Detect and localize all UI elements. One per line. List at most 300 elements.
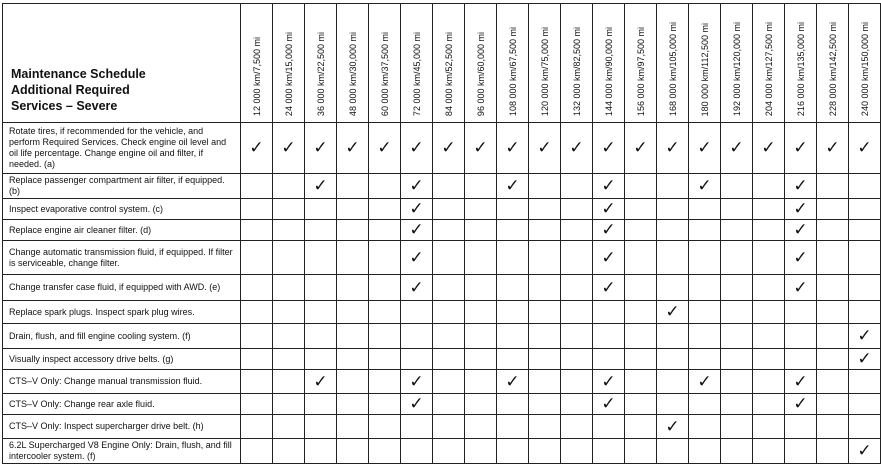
schedule-cell (529, 199, 561, 220)
schedule-cell (497, 174, 529, 199)
schedule-cell (657, 123, 689, 174)
schedule-cell (369, 415, 401, 439)
column-header-label: 36 000 km/22,500 mi (315, 31, 326, 116)
schedule-cell (657, 241, 689, 275)
schedule-cell (785, 394, 817, 415)
column-header-label: 168 000 km/105,000 mi (667, 21, 678, 116)
schedule-cell (561, 324, 593, 349)
checkmark-icon: ✓ (857, 326, 872, 345)
schedule-cell (721, 415, 753, 439)
schedule-cell (305, 370, 337, 394)
schedule-cell (785, 301, 817, 324)
schedule-cell (817, 241, 849, 275)
schedule-cell (785, 415, 817, 439)
service-label: Replace passenger compartment air filter, if equipped. (b) (3, 174, 241, 199)
service-label: Visually inspect accessory drive belts. (g) (3, 349, 241, 370)
schedule-cell (593, 370, 625, 394)
column-header-label: 132 000 km/82,500 mi (571, 26, 582, 116)
schedule-cell (689, 123, 721, 174)
checkmark-icon: ✓ (409, 176, 424, 195)
schedule-cell (273, 415, 305, 439)
column-header (433, 4, 465, 123)
table-row (3, 301, 881, 324)
schedule-cell (305, 415, 337, 439)
service-label: 6.2L Supercharged V8 Engine Only: Drain, flush, and fill intercooler system. (f) (3, 439, 241, 464)
column-header-label: 60 000 km/37,500 mi (379, 31, 390, 116)
schedule-cell (305, 241, 337, 275)
checkmark-icon: ✓ (601, 371, 616, 391)
column-header-label: 192 000 km/120,000 mi (731, 21, 742, 116)
schedule-cell (305, 174, 337, 199)
service-label: CTS–V Only: Inspect supercharger drive belt. (h) (3, 415, 241, 439)
checkmark-icon: ✓ (825, 138, 840, 157)
schedule-cell (369, 275, 401, 301)
schedule-cell (241, 349, 273, 370)
schedule-cell (561, 220, 593, 241)
schedule-cell (561, 370, 593, 394)
schedule-cell (849, 349, 881, 370)
schedule-cell (689, 220, 721, 241)
schedule-cell (625, 174, 657, 199)
schedule-cell (465, 324, 497, 349)
schedule-cell (337, 199, 369, 220)
schedule-cell (561, 275, 593, 301)
schedule-cell (273, 220, 305, 241)
checkmark-icon: ✓ (793, 394, 808, 413)
schedule-cell (817, 415, 849, 439)
column-header (273, 4, 305, 123)
checkmark-icon: ✓ (793, 277, 808, 297)
schedule-cell (849, 324, 881, 349)
schedule-cell (433, 174, 465, 199)
schedule-cell (817, 439, 849, 464)
schedule-cell (657, 174, 689, 199)
column-header-label: 72 000 km/45,000 mi (411, 31, 422, 116)
schedule-cell (305, 394, 337, 415)
service-label: CTS–V Only: Change rear axle fluid. (3, 394, 241, 415)
schedule-cell (529, 301, 561, 324)
checkmark-icon: ✓ (697, 176, 712, 195)
column-header (561, 4, 593, 123)
schedule-cell (721, 324, 753, 349)
schedule-cell (369, 324, 401, 349)
column-header-label: 12 000 km/7,500 mi (251, 36, 262, 116)
schedule-cell (593, 324, 625, 349)
checkmark-icon: ✓ (793, 138, 808, 157)
schedule-cell (657, 349, 689, 370)
schedule-cell (465, 123, 497, 174)
checkmark-icon: ✓ (793, 220, 808, 239)
schedule-cell (401, 415, 433, 439)
schedule-cell (433, 370, 465, 394)
schedule-cell (369, 370, 401, 394)
schedule-cell (337, 275, 369, 301)
schedule-cell (625, 275, 657, 301)
schedule-cell (497, 241, 529, 275)
checkmark-icon: ✓ (409, 277, 424, 297)
schedule-cell (721, 241, 753, 275)
schedule-cell (849, 415, 881, 439)
checkmark-icon: ✓ (313, 176, 328, 195)
schedule-cell (625, 301, 657, 324)
schedule-cell (337, 415, 369, 439)
column-header (529, 4, 561, 123)
checkmark-icon: ✓ (505, 176, 520, 195)
schedule-cell (369, 241, 401, 275)
schedule-cell (529, 275, 561, 301)
checkmark-icon: ✓ (793, 176, 808, 195)
schedule-cell (753, 324, 785, 349)
schedule-cell (369, 439, 401, 464)
schedule-cell (785, 123, 817, 174)
schedule-cell (849, 241, 881, 275)
schedule-cell (721, 199, 753, 220)
schedule-cell (593, 275, 625, 301)
schedule-cell (401, 394, 433, 415)
schedule-cell (337, 301, 369, 324)
schedule-cell (497, 324, 529, 349)
schedule-cell (689, 415, 721, 439)
schedule-cell (817, 220, 849, 241)
column-header (305, 4, 337, 123)
schedule-cell (241, 439, 273, 464)
schedule-cell (817, 301, 849, 324)
service-label: Inspect evaporative control system. (c) (3, 199, 241, 220)
schedule-cell (817, 275, 849, 301)
checkmark-icon: ✓ (601, 394, 616, 413)
schedule-cell (657, 324, 689, 349)
schedule-cell (849, 123, 881, 174)
schedule-cell (369, 394, 401, 415)
schedule-cell (625, 349, 657, 370)
checkmark-icon: ✓ (537, 138, 552, 157)
column-header (465, 4, 497, 123)
schedule-cell (273, 275, 305, 301)
schedule-cell (753, 123, 785, 174)
schedule-cell (273, 241, 305, 275)
schedule-cell (305, 324, 337, 349)
schedule-cell (369, 123, 401, 174)
schedule-cell (785, 439, 817, 464)
schedule-cell (497, 199, 529, 220)
table-title: Maintenance Schedule Additional Required Services – Severe (3, 4, 241, 123)
checkmark-icon: ✓ (601, 199, 616, 218)
schedule-cell (561, 394, 593, 415)
schedule-cell (625, 415, 657, 439)
schedule-cell (721, 301, 753, 324)
table-row (3, 199, 881, 220)
schedule-cell (721, 174, 753, 199)
checkmark-icon: ✓ (409, 394, 424, 413)
schedule-cell (849, 275, 881, 301)
table-row (3, 439, 881, 464)
schedule-cell (753, 349, 785, 370)
schedule-cell (465, 439, 497, 464)
schedule-cell (785, 324, 817, 349)
service-label: Replace engine air cleaner filter. (d) (3, 220, 241, 241)
schedule-cell (657, 220, 689, 241)
schedule-cell (753, 275, 785, 301)
schedule-cell (529, 349, 561, 370)
schedule-cell (337, 349, 369, 370)
schedule-cell (529, 394, 561, 415)
checkmark-icon: ✓ (409, 247, 424, 267)
schedule-cell (593, 199, 625, 220)
schedule-cell (721, 394, 753, 415)
schedule-cell (561, 415, 593, 439)
schedule-cell (401, 439, 433, 464)
table-row (3, 123, 881, 174)
schedule-cell (433, 439, 465, 464)
checkmark-icon: ✓ (505, 138, 520, 157)
column-header-label: 96 000 km/60,000 mi (475, 31, 486, 116)
schedule-cell (305, 199, 337, 220)
service-label: Rotate tires, if recommended for the vehicle, and perform Required Services. Check engine oil level and oil life percentage. Change engine oil and filter, if needed. (a) (3, 123, 241, 174)
checkmark-icon: ✓ (473, 138, 488, 157)
schedule-cell (593, 415, 625, 439)
schedule-cell (273, 199, 305, 220)
schedule-cell (817, 394, 849, 415)
schedule-cell (529, 174, 561, 199)
schedule-cell (465, 349, 497, 370)
schedule-cell (561, 199, 593, 220)
schedule-cell (593, 439, 625, 464)
schedule-cell (849, 370, 881, 394)
column-header (689, 4, 721, 123)
schedule-cell (433, 415, 465, 439)
schedule-cell (849, 394, 881, 415)
schedule-cell (465, 301, 497, 324)
schedule-cell (785, 199, 817, 220)
schedule-cell (689, 370, 721, 394)
schedule-cell (817, 370, 849, 394)
schedule-cell (337, 241, 369, 275)
checkmark-icon: ✓ (857, 349, 872, 368)
schedule-cell (753, 370, 785, 394)
checkmark-icon: ✓ (601, 138, 616, 157)
column-header-label: 24 000 km/15,000 mi (283, 31, 294, 116)
schedule-cell (561, 123, 593, 174)
service-label: Change transfer case fluid, if equipped with AWD. (e) (3, 275, 241, 301)
table-row (3, 349, 881, 370)
schedule-cell (593, 220, 625, 241)
schedule-cell (625, 439, 657, 464)
schedule-cell (433, 241, 465, 275)
column-header-label: 144 000 km/90,000 mi (603, 26, 614, 116)
schedule-cell (241, 220, 273, 241)
schedule-cell (465, 241, 497, 275)
schedule-cell (337, 123, 369, 174)
schedule-cell (401, 241, 433, 275)
schedule-cell (401, 301, 433, 324)
checkmark-icon: ✓ (793, 371, 808, 391)
schedule-cell (529, 123, 561, 174)
schedule-cell (337, 394, 369, 415)
schedule-cell (529, 439, 561, 464)
schedule-cell (593, 123, 625, 174)
column-header (497, 4, 529, 123)
schedule-cell (241, 275, 273, 301)
schedule-cell (753, 174, 785, 199)
schedule-cell (625, 394, 657, 415)
schedule-cell (657, 370, 689, 394)
checkmark-icon: ✓ (601, 176, 616, 195)
column-header (625, 4, 657, 123)
schedule-cell (625, 123, 657, 174)
checkmark-icon: ✓ (313, 371, 328, 391)
schedule-cell (689, 439, 721, 464)
checkmark-icon: ✓ (665, 302, 680, 321)
schedule-cell (401, 275, 433, 301)
schedule-cell (401, 349, 433, 370)
schedule-cell (753, 394, 785, 415)
schedule-cell (561, 349, 593, 370)
schedule-cell (465, 415, 497, 439)
checkmark-icon: ✓ (345, 138, 360, 157)
checkmark-icon: ✓ (409, 371, 424, 391)
service-label: CTS–V Only: Change manual transmission fluid. (3, 370, 241, 394)
schedule-cell (593, 301, 625, 324)
schedule-cell (785, 241, 817, 275)
schedule-cell (561, 174, 593, 199)
column-header (369, 4, 401, 123)
schedule-cell (337, 174, 369, 199)
schedule-cell (689, 199, 721, 220)
table-row (3, 394, 881, 415)
schedule-cell (401, 174, 433, 199)
column-header-label: 156 000 km/97,500 mi (635, 26, 646, 116)
schedule-cell (817, 123, 849, 174)
schedule-cell (433, 324, 465, 349)
service-label: Change automatic transmission fluid, if equipped. If filter is serviceable, change filter. (3, 241, 241, 275)
column-header-label: 216 000 km/135,000 mi (795, 21, 806, 116)
service-label: Drain, flush, and fill engine cooling system. (f) (3, 324, 241, 349)
schedule-cell (241, 199, 273, 220)
column-header (753, 4, 785, 123)
schedule-cell (593, 349, 625, 370)
schedule-cell (497, 415, 529, 439)
schedule-cell (785, 349, 817, 370)
schedule-cell (689, 241, 721, 275)
schedule-cell (433, 275, 465, 301)
schedule-cell (657, 199, 689, 220)
schedule-cell (817, 324, 849, 349)
schedule-cell (689, 301, 721, 324)
schedule-cell (689, 275, 721, 301)
column-header (849, 4, 881, 123)
schedule-cell (369, 174, 401, 199)
checkmark-icon: ✓ (249, 138, 264, 157)
schedule-cell (433, 123, 465, 174)
table-row (3, 241, 881, 275)
schedule-cell (529, 241, 561, 275)
schedule-cell (433, 199, 465, 220)
checkmark-icon: ✓ (601, 220, 616, 239)
schedule-cell (337, 220, 369, 241)
schedule-cell (241, 324, 273, 349)
checkmark-icon: ✓ (857, 138, 872, 157)
schedule-cell (497, 275, 529, 301)
column-header-label: 120 000 km/75,000 mi (539, 26, 550, 116)
column-header (337, 4, 369, 123)
schedule-cell (497, 394, 529, 415)
schedule-cell (497, 220, 529, 241)
checkmark-icon: ✓ (281, 138, 296, 157)
schedule-cell (721, 220, 753, 241)
schedule-cell (657, 394, 689, 415)
column-header (817, 4, 849, 123)
schedule-cell (689, 174, 721, 199)
schedule-cell (721, 370, 753, 394)
column-header (401, 4, 433, 123)
schedule-cell (241, 301, 273, 324)
schedule-cell (529, 324, 561, 349)
schedule-cell (497, 439, 529, 464)
table-row (3, 415, 881, 439)
schedule-cell (337, 370, 369, 394)
schedule-cell (273, 324, 305, 349)
schedule-cell (305, 220, 337, 241)
service-label: Replace spark plugs. Inspect spark plug wires. (3, 301, 241, 324)
schedule-cell (593, 174, 625, 199)
schedule-cell (625, 241, 657, 275)
schedule-cell (785, 174, 817, 199)
schedule-cell (849, 220, 881, 241)
checkmark-icon: ✓ (409, 220, 424, 239)
column-header (241, 4, 273, 123)
schedule-cell (753, 439, 785, 464)
schedule-cell (305, 349, 337, 370)
schedule-cell (529, 415, 561, 439)
schedule-cell (849, 301, 881, 324)
schedule-cell (721, 123, 753, 174)
table-row (3, 324, 881, 349)
checkmark-icon: ✓ (793, 199, 808, 218)
maintenance-schedule-table (2, 3, 881, 464)
schedule-cell (753, 241, 785, 275)
schedule-cell (689, 394, 721, 415)
checkmark-icon: ✓ (409, 199, 424, 218)
schedule-cell (273, 301, 305, 324)
column-header (785, 4, 817, 123)
schedule-cell (497, 349, 529, 370)
schedule-cell (625, 370, 657, 394)
schedule-cell (625, 199, 657, 220)
schedule-cell (465, 174, 497, 199)
schedule-cell (401, 199, 433, 220)
schedule-cell (465, 370, 497, 394)
checkmark-icon: ✓ (665, 416, 680, 436)
schedule-cell (593, 241, 625, 275)
table-row (3, 275, 881, 301)
column-header-label: 228 000 km/142,500 mi (827, 21, 838, 116)
column-header (657, 4, 689, 123)
schedule-cell (401, 123, 433, 174)
schedule-cell (657, 301, 689, 324)
schedule-cell (273, 370, 305, 394)
schedule-cell (369, 301, 401, 324)
schedule-cell (433, 301, 465, 324)
checkmark-icon: ✓ (569, 138, 584, 157)
schedule-cell (465, 199, 497, 220)
checkmark-icon: ✓ (601, 247, 616, 267)
schedule-cell (273, 349, 305, 370)
schedule-cell (401, 220, 433, 241)
column-header-label: 108 000 km/67,500 mi (507, 26, 518, 116)
schedule-cell (465, 275, 497, 301)
schedule-cell (657, 439, 689, 464)
checkmark-icon: ✓ (313, 138, 328, 157)
